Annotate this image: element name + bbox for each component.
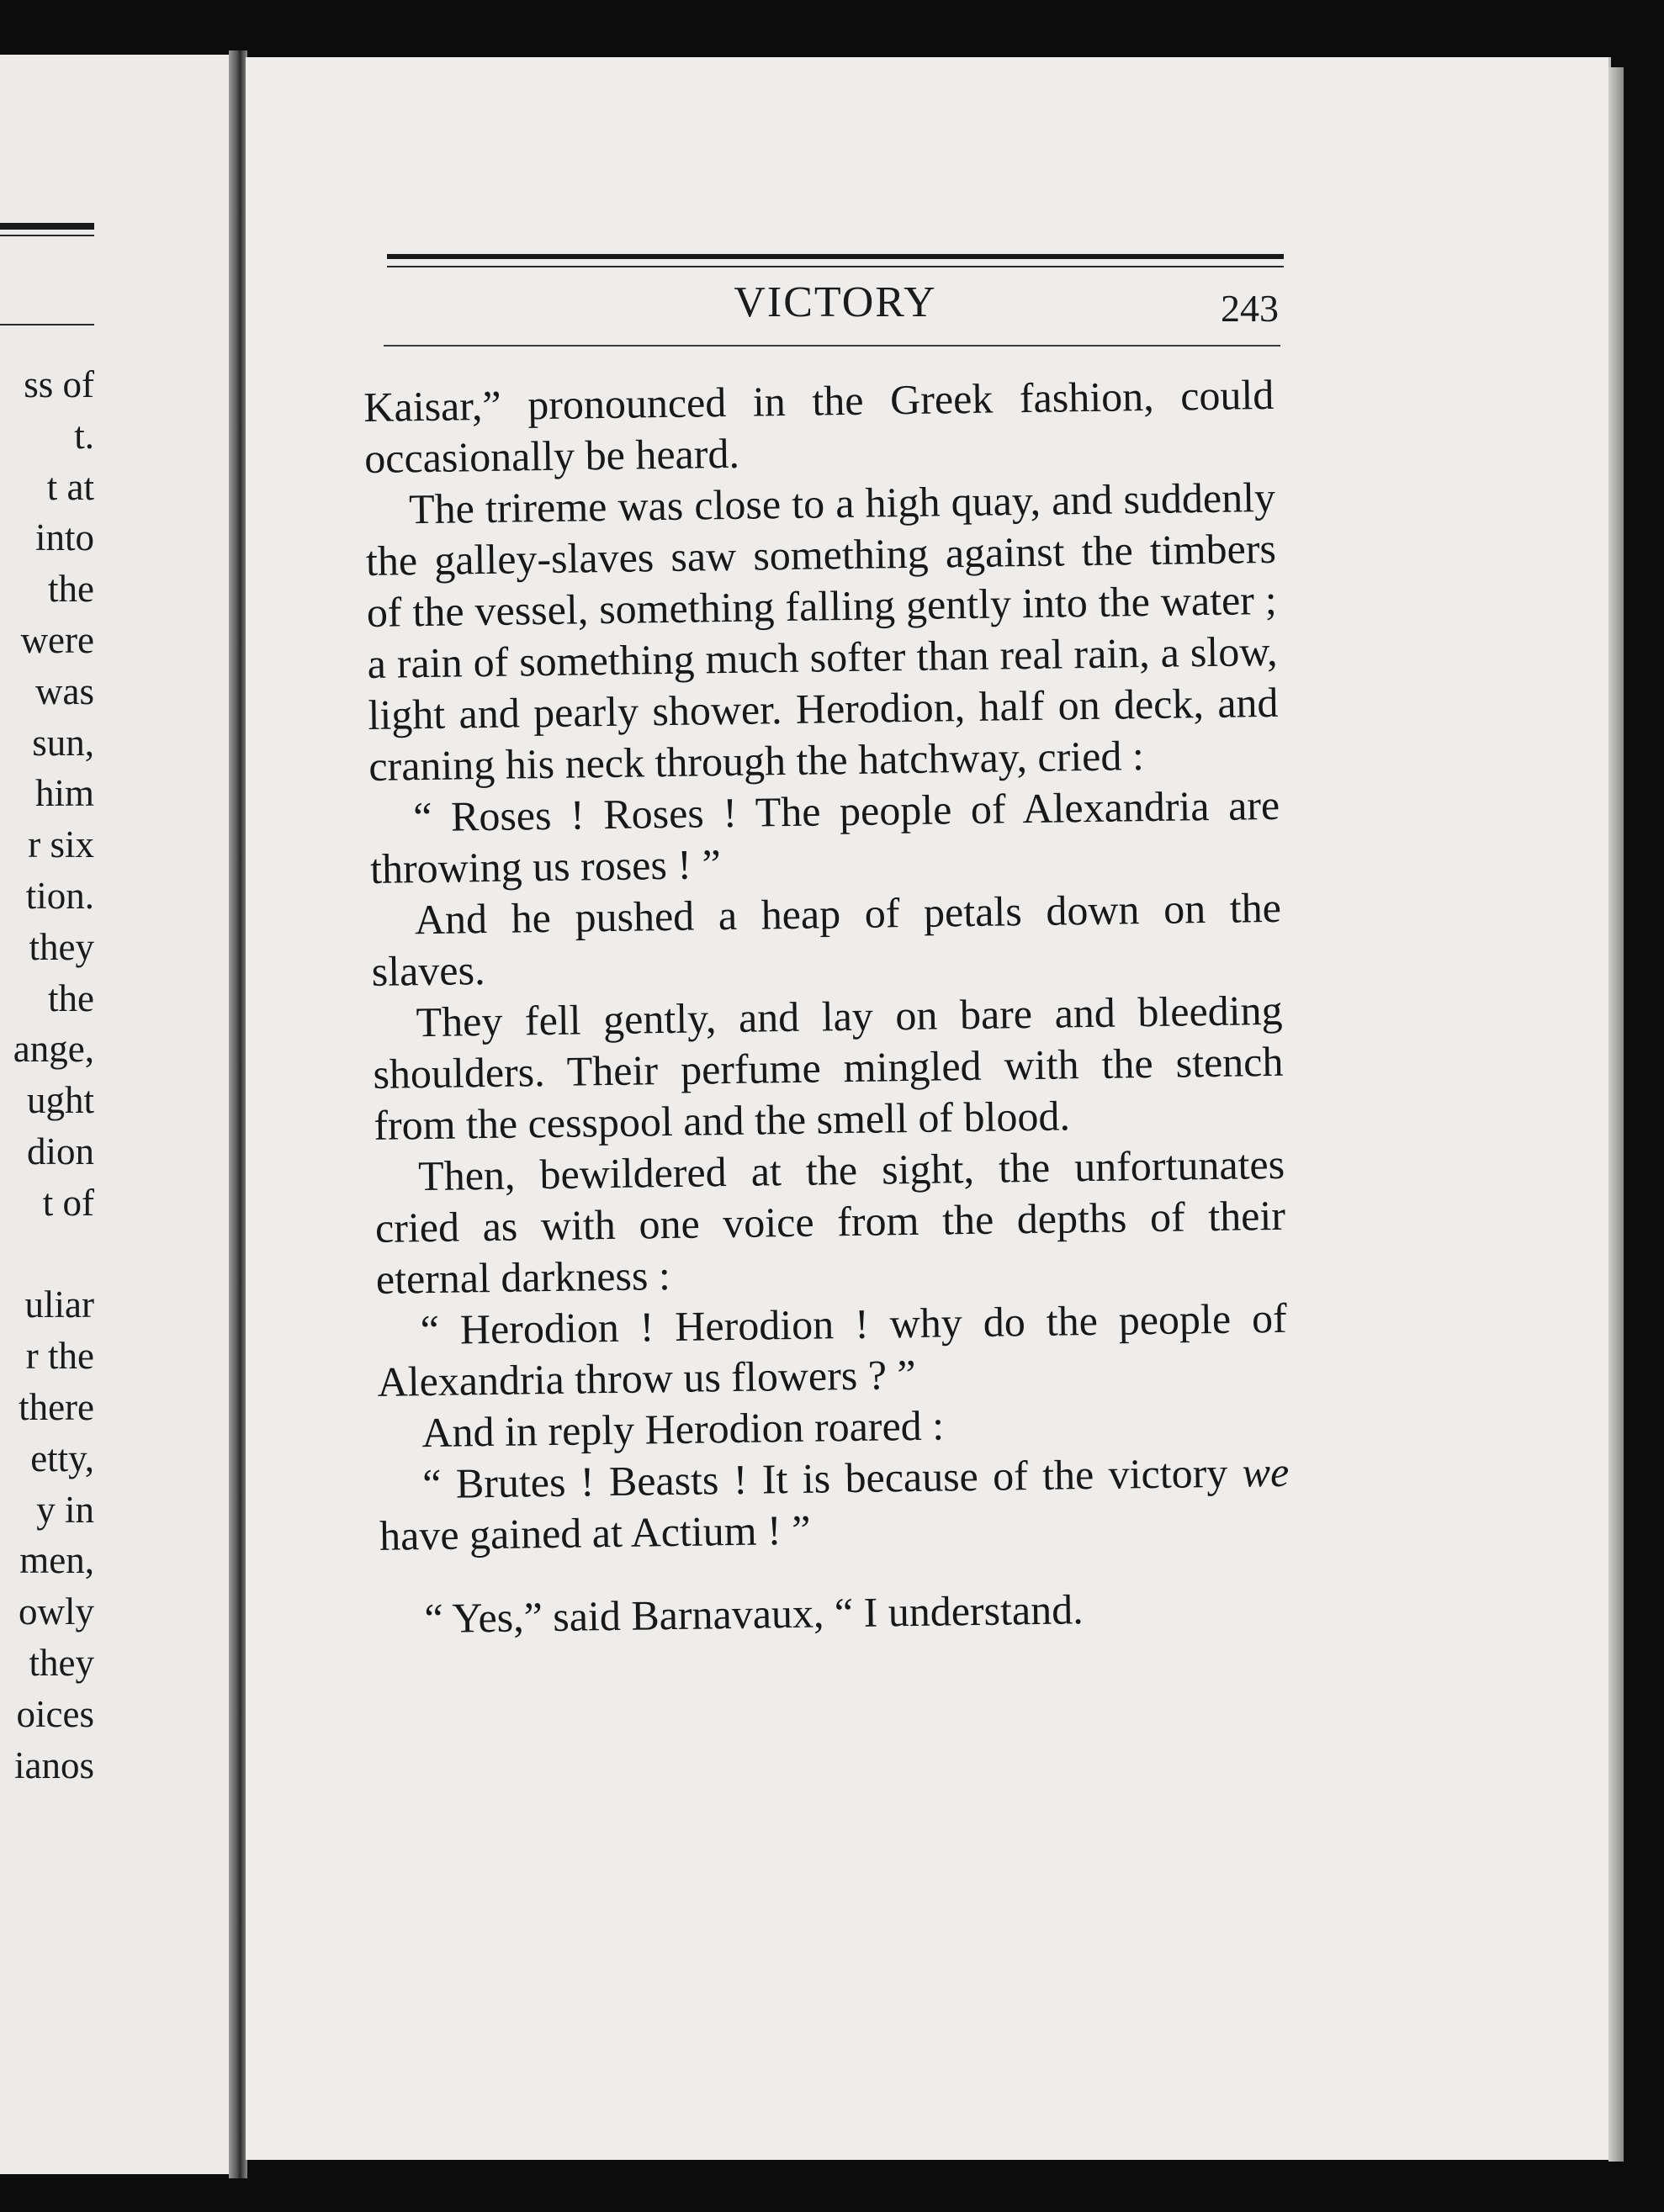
left-line: ught (26, 1079, 94, 1122)
left-line: men, (19, 1539, 94, 1582)
left-line: there (19, 1385, 94, 1428)
left-line (13, 1229, 94, 1280)
paragraph: “ Herodion ! Herodion ! why do the people of Alexandria throw us flowers ? ” (377, 1294, 1288, 1405)
left-line: ss of (24, 363, 94, 405)
header-rule-under (384, 345, 1280, 347)
paragraph: Then, bewildered at the sight, the unfortunates cried as with one voice from the depths of their eternal darkness : (374, 1140, 1286, 1303)
left-line: ange, (13, 1028, 94, 1071)
paragraph: Kaisar,” pronounced in the Greek fashion, could occasionally be heard. (363, 370, 1274, 482)
left-line: the (48, 976, 94, 1019)
left-header-rule-thick (0, 223, 94, 230)
left-line: y in (36, 1488, 94, 1531)
left-header-rule-thin (0, 235, 94, 236)
italic-word: we (1242, 1447, 1290, 1496)
paragraph: “ Yes,” said Barnavaux, “ I understand. (424, 1585, 1084, 1643)
left-line: t at (46, 465, 94, 508)
left-line: t of (42, 1181, 94, 1224)
left-line: t. (74, 414, 94, 457)
left-page (0, 55, 237, 2174)
left-line: the (48, 568, 94, 611)
paragraph (379, 1447, 1290, 1562)
left-line: was (35, 669, 94, 712)
text-run: have gained at Actium ! ” (379, 1506, 811, 1559)
left-header-rule-under (0, 324, 94, 325)
running-title: VICTORY (734, 278, 937, 326)
page-edge (1608, 67, 1624, 2162)
book-gutter (229, 50, 247, 2178)
paragraph: The trireme was close to a high quay, and suddenly the galley-slaves saw something against the timbers of the vessel, something falling gently into the water ; a rain of something much softer than real rain, a slow, light and pearly shower. Herodion, half on deck, and craning his neck through the hatchway, cried : (365, 473, 1279, 790)
page-number: 243 (1221, 287, 1279, 330)
left-line: ianos (14, 1744, 94, 1786)
paragraph: “ Roses ! Roses ! The people of Alexandria are throwing us roses ! ” (369, 781, 1280, 892)
left-line: r the (25, 1335, 94, 1378)
left-line: they (29, 1641, 94, 1684)
left-page-text (13, 359, 94, 1791)
text-run: “ Brutes ! Beasts ! It is because of the victory (421, 1448, 1243, 1508)
paragraph: They fell gently, and lay on bare and bleeding shoulders. Their perfume mingled with the stench from the cesspool and the smell of blood. (373, 986, 1284, 1149)
header-rule-thin (387, 266, 1284, 267)
left-line: oices (16, 1692, 94, 1735)
left-line: into (34, 516, 94, 559)
left-line: tion. (25, 874, 94, 917)
page-body (363, 369, 1291, 1645)
left-line: r six (28, 823, 94, 866)
paragraph: And in reply Herodion roared : (421, 1401, 945, 1457)
left-line: etty, (30, 1437, 94, 1479)
left-line: dion (26, 1130, 94, 1172)
left-line: sun, (32, 721, 94, 764)
left-line: uliar (24, 1283, 94, 1326)
left-line: him (34, 772, 94, 815)
paragraph: And he pushed a heap of petals down on the slaves. (371, 883, 1282, 995)
left-line: were (20, 618, 94, 661)
running-head (387, 278, 1284, 336)
left-line: owly (19, 1590, 94, 1633)
left-line: they (29, 925, 94, 968)
header-rule-thick (387, 254, 1284, 259)
